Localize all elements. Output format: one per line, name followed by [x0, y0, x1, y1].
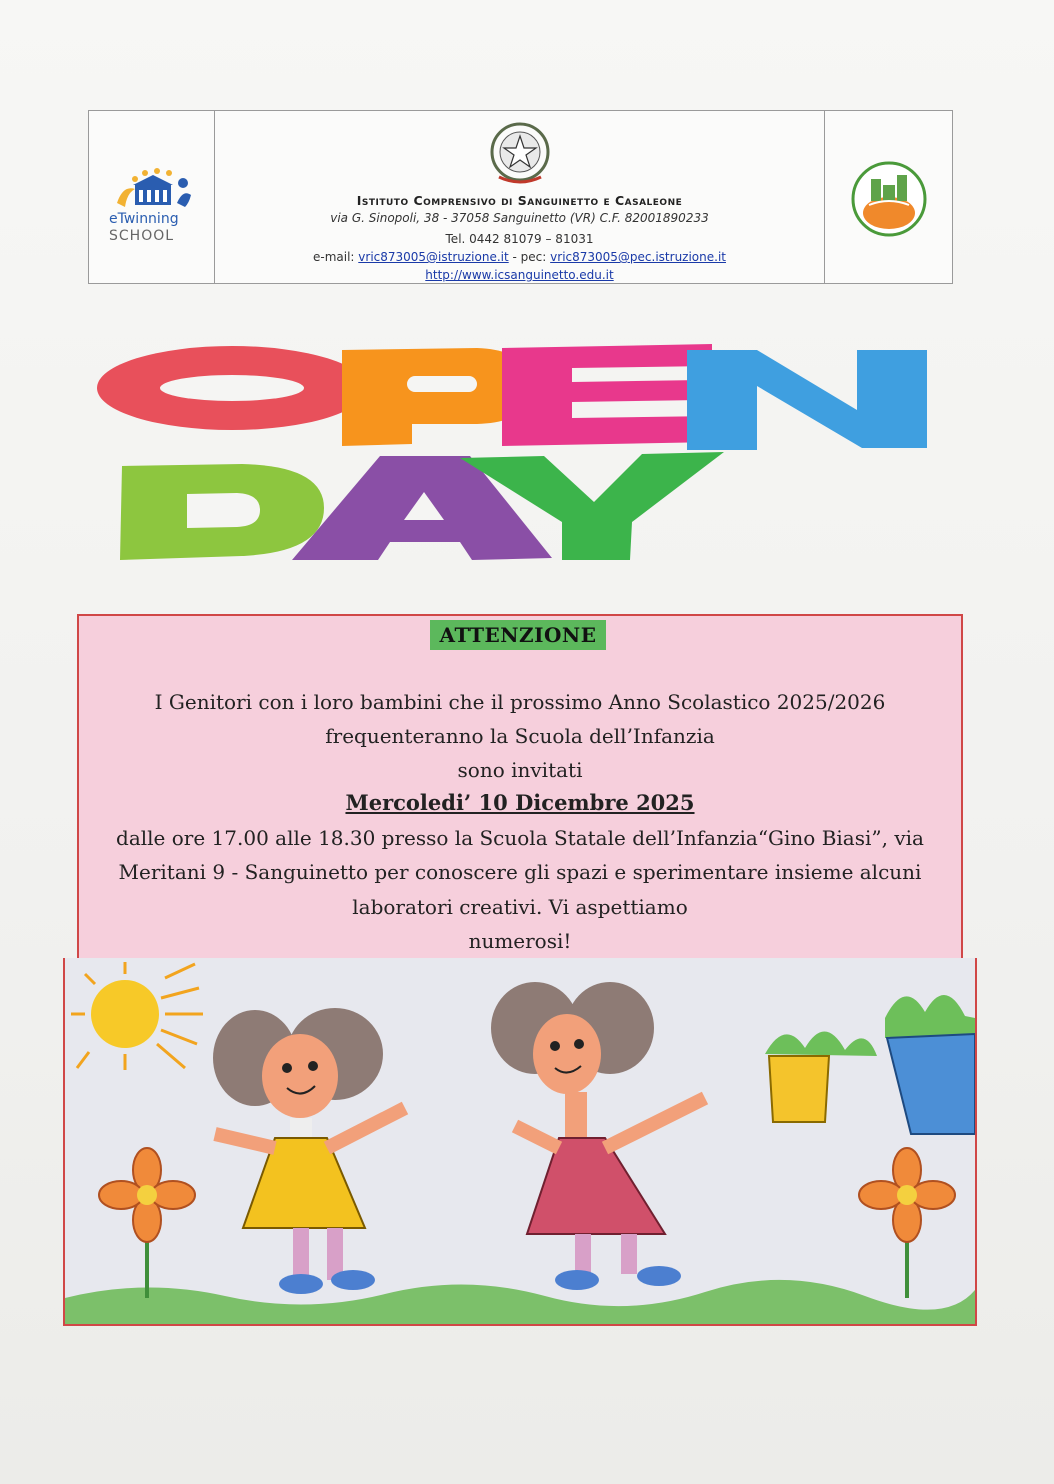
email-label: e-mail: [312, 250, 355, 264]
notice-line-2: frequenteranno la Scuola dell’Infanzia [325, 724, 715, 748]
event-date: Mercoledi’ 10 Dicembre 2025 [345, 790, 695, 815]
pec-label: - pec: [512, 250, 547, 264]
children-drawing [63, 958, 977, 1326]
pec-link[interactable]: vric873005@pec.istruzione.it [550, 250, 726, 264]
plant-pot-yellow-icon [765, 1031, 877, 1122]
letterhead [88, 110, 953, 284]
plant-pot-blue-icon [885, 995, 975, 1134]
school-name: Istituto Comprensivo di Sanguinetto e Casaleone [356, 193, 683, 208]
etwinning-label: eTwinning [109, 211, 179, 227]
school-address: via G. Sinopoli, 38 - 37058 Sanguinetto (VR) C.F. 82001890233 [330, 211, 709, 225]
notice-line-1: I Genitori con i loro bambini che il prossimo Anno Scolastico 2025/2026 [154, 690, 886, 714]
flower-left-icon [99, 1148, 195, 1298]
notice-line-3: sono invitati [457, 758, 583, 782]
letterhead-text [215, 111, 825, 283]
school-logo-cell [825, 111, 952, 283]
notice-detail-4: numerosi! [468, 929, 572, 953]
school-phone: Tel. 0442 81079 – 81031 [445, 232, 594, 246]
girl-red-dress-icon [491, 982, 705, 1290]
notice-detail-2: Meritani 9 - Sanguinetto per conoscere gli spazi e sperimentare insieme alcuni [118, 860, 922, 884]
notice-detail-1: dalle ore 17.00 alle 18.30 presso la Scuola Statale dell’Infanzia“Gino Biasi”, via [116, 826, 924, 850]
italian-republic-emblem-icon [485, 119, 555, 189]
etwinning-logo-cell [89, 111, 215, 283]
email-link[interactable]: vric873005@istruzione.it [358, 250, 509, 264]
notice-detail-3: laboratori creativi. Vi aspettiamo [352, 895, 688, 919]
flower-right-icon [859, 1148, 955, 1298]
website-link[interactable]: http://www.icsanguinetto.edu.it [425, 268, 614, 282]
notice-heading: ATTENZIONE [430, 620, 606, 650]
school-castle-logo-icon [839, 157, 939, 243]
school-email-line [215, 250, 824, 264]
school-website-line [215, 268, 824, 282]
open-day-title-graphic [92, 338, 932, 568]
girl-yellow-dress-icon [213, 1008, 405, 1294]
children-drawing-illustration [65, 958, 975, 1324]
sun-icon [71, 962, 203, 1070]
school-label: SCHOOL [109, 228, 175, 244]
